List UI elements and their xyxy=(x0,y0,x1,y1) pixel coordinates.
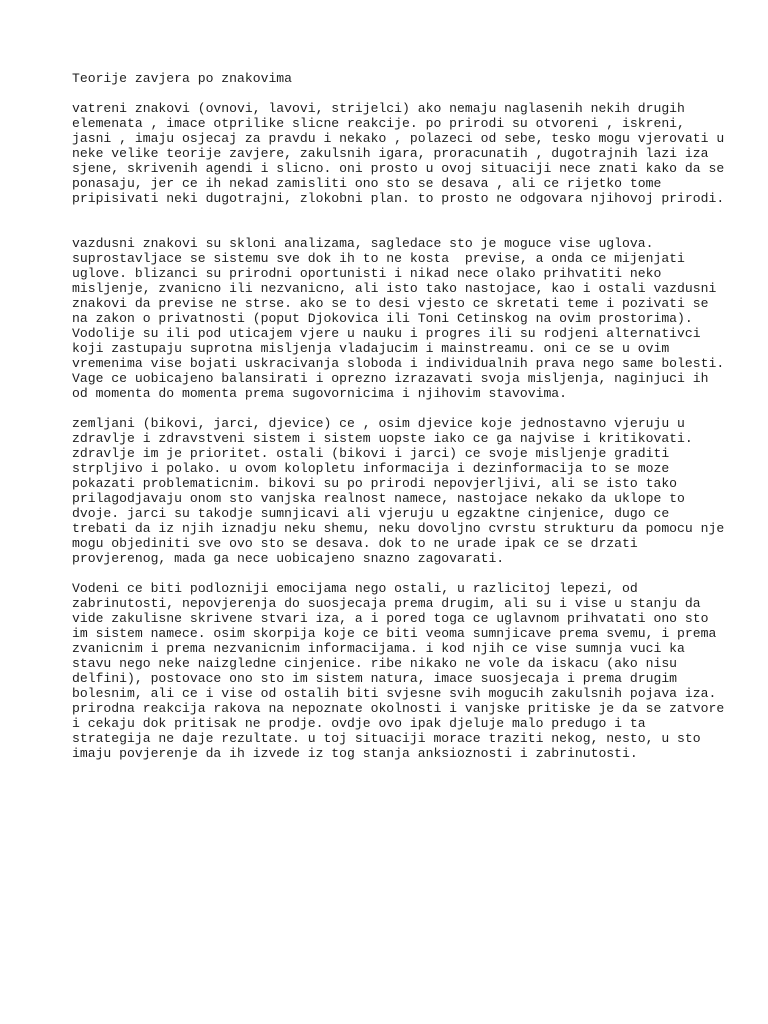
text-line: Vage ce uobicajeno balansirati i oprezno izrazavati svoja misljenja, naginjuci ih xyxy=(72,371,709,386)
text-line: vide zakulisne skrivene stvari iza, a i pored toga ce uglavnom prihvatati ono sto xyxy=(72,611,709,626)
text-line: sjene, skrivenih agendi i slicno. oni prosto u ovoj situaciji nece znati kako da se xyxy=(72,161,725,176)
text-line: vazdusni znakovi su skloni analizama, sagledace sto je moguce vise uglova. xyxy=(72,236,654,251)
text-line: zabrinutosti, nepovjerenja do suosjecaja prema drugim, ali su i vise u stanju da xyxy=(72,596,701,611)
document-page xyxy=(72,71,725,776)
text-line: zemljani (bikovi, jarci, djevice) ce , osim djevice koje jednostavno vjeruju u xyxy=(72,416,685,431)
text-line: i cekaju dok pritisak ne prodje. ovdje ovo ipak djeluje malo predugo i ta xyxy=(72,716,646,731)
text-line: provjerenog, mada ga nece uobicajeno snazno zagovarati. xyxy=(72,551,505,566)
text-line: ponasaju, jer ce ih nekad zamisliti ono sto se desava , ali ce rijetko tome xyxy=(72,176,662,191)
text-line: neke velike teorije zavjere, zakulsnih igara, proracunatih , dugotrajnih lazi iza xyxy=(72,146,709,161)
text-line: pokazati problematicnim. bikovi su po prirodi nepovjerljivi, ali se isto tako xyxy=(72,476,678,491)
text-line: misljenje, zvanicno ili nezvanicno, ali isto tako nastojace, kao i ostali vazdusni xyxy=(72,281,717,296)
text-line: Vodeni ce biti podlozniji emocijama nego ostali, u razlicitoj lepezi, od xyxy=(72,581,638,596)
paragraph-earth-signs xyxy=(72,416,725,566)
text-line: trebati da iz njih iznadju neku shemu, neku dovoljno cvrstu strukturu da pomocu nje xyxy=(72,521,725,536)
text-line: strategija ne daje rezultate. u toj situaciji morace traziti nekog, nesto, u sto xyxy=(72,731,701,746)
text-line: prilagodjavaju onom sto vanjska realnost namece, nastojace nekako da uklope to xyxy=(72,491,685,506)
text-line: vremenima vise bojati uskracivanja sloboda i individualnih prava nego same bolesti. xyxy=(72,356,725,371)
text-line: imaju povjerenje da ih izvede iz tog stanja anksioznosti i zabrinutosti. xyxy=(72,746,638,761)
text-line: bolesnim, ali ce i vise od ostalih biti svjesne svih mogucih zakulsnih pojava iza. xyxy=(72,686,717,701)
text-line: zdravlje im je prioritet. ostali (bikovi i jarci) ce svoje misljenje graditi xyxy=(72,446,670,461)
text-line: zdravlje i zdravstveni sistem i sistem uopste iako ce ga najvise i kritikovati. xyxy=(72,431,693,446)
text-line: vatreni znakovi (ovnovi, lavovi, strijelci) ako nemaju naglasenih nekih drugih xyxy=(72,101,685,116)
text-line: jasni , imaju osjecaj za pravdu i nekako , polazeci od sebe, tesko mogu vjerovati u xyxy=(72,131,725,146)
text-line: koji zastupaju suprotna misljenja vladajucim i mainstreamu. oni ce se u ovim xyxy=(72,341,670,356)
paragraph-air-signs xyxy=(72,236,725,401)
text-line: zvanicnim i prema nezvanicnim informacijama. i kod njih ce vise sumnja vuci ka xyxy=(72,641,685,656)
text-line: stavu nego neke naizgledne cinjenice. ribe nikako ne vole da iskacu (ako nisu xyxy=(72,656,678,671)
text-line: od momenta do momenta prema sugovornicima i njihovim stavovima. xyxy=(72,386,568,401)
text-line: strpljivo i polako. u ovom kolopletu informacija i dezinformacija to se moze xyxy=(72,461,670,476)
text-line: mogu objediniti sve ovo sto se desava. dok to ne urade ipak ce se drzati xyxy=(72,536,638,551)
text-line: im sistem namece. osim skorpija koje ce biti veoma sumnjicave prema svemu, i prema xyxy=(72,626,717,641)
document-title: Teorije zavjera po znakovima xyxy=(72,71,293,86)
text-line: dvoje. jarci su takodje sumnjicavi ali vjeruju u egzaktne cinjenice, dugo ce xyxy=(72,506,670,521)
text-line: prirodna reakcija rakova na nepoznate okolnosti i vanjske pritiske je da se zatvore xyxy=(72,701,725,716)
text-line: elemenata , imace otprilike slicne reakcije. po prirodi su otvoreni , iskreni, xyxy=(72,116,685,131)
text-line: Vodolije su ili pod uticajem vjere u nauku i progres ili su rodjeni alternativci xyxy=(72,326,701,341)
paragraph-fire-signs xyxy=(72,101,725,206)
text-line: pripisivati neki dugotrajni, zlokobni plan. to prosto ne odgovara njihovoj prirodi. xyxy=(72,191,725,206)
paragraph-water-signs xyxy=(72,581,725,761)
text-line: znakovi da previse ne strse. ako se to desi vjesto ce skretati teme i pozivati se xyxy=(72,296,709,311)
text-line: uglove. blizanci su prirodni oportunisti i nikad nece olako prihvatiti neko xyxy=(72,266,662,281)
text-line: delfini), postovace ono sto im sistem natura, imace suosjecaja i prema drugim xyxy=(72,671,678,686)
text-line: na zakon o privatnosti (poput Djokovica ili Toni Cetinskog na ovim prostorima). xyxy=(72,311,693,326)
text-line: suprostavljace se sistemu sve dok ih to ne kosta previse, a onda ce mijenjati xyxy=(72,251,685,266)
